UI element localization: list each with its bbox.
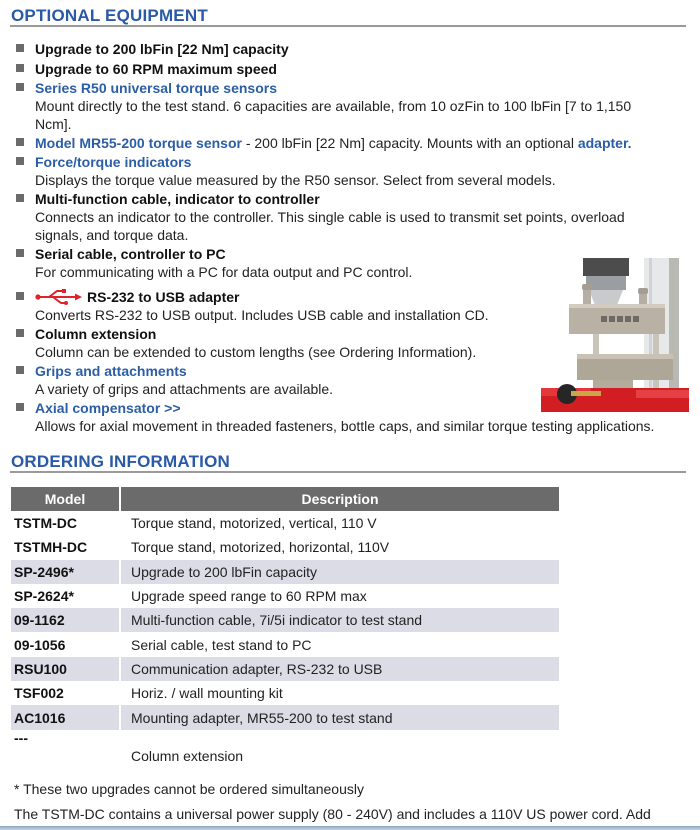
item-heading: Multi-function cable, indicator to controller bbox=[35, 191, 320, 207]
item-inline-text: - 200 lbFin [22 Nm] capacity. Mounts with an optional bbox=[241, 135, 578, 151]
footnote: * These two upgrades cannot be ordered simultaneously bbox=[14, 781, 364, 797]
description-cell: Horiz. / wall mounting kit bbox=[131, 685, 283, 702]
ordering-information-title: ORDERING INFORMATION bbox=[11, 452, 231, 471]
description-cell: Multi-function cable, 7i/5i indicator to test stand bbox=[121, 608, 559, 632]
bullet-icon bbox=[16, 157, 24, 165]
item-description: signals, and torque data. bbox=[35, 227, 189, 243]
item-heading-row bbox=[35, 288, 239, 306]
item-description: Ncm]. bbox=[35, 116, 72, 132]
optional-equipment-title: OPTIONAL EQUIPMENT bbox=[11, 6, 208, 25]
bullet-icon bbox=[16, 64, 24, 72]
table-row bbox=[11, 511, 559, 535]
model-cell: 09-1056 bbox=[11, 632, 121, 656]
item-description: A variety of grips and attachments are available. bbox=[35, 381, 334, 397]
usb-icon bbox=[35, 289, 83, 305]
model-cell: TSTMH-DC bbox=[11, 535, 121, 559]
table-row bbox=[11, 535, 559, 559]
bullet-icon bbox=[16, 403, 24, 411]
description-cell: Mounting adapter, MR55-200 to test stand bbox=[121, 705, 559, 729]
item-description: Displays the torque value measured by the R50 sensor. Select from several models. bbox=[35, 172, 556, 188]
column-header-description: Description bbox=[121, 487, 559, 511]
table-row bbox=[11, 632, 559, 656]
description-cell: Column extension bbox=[131, 747, 244, 764]
model-cell: RSU100 bbox=[11, 657, 121, 681]
section-divider bbox=[10, 25, 686, 27]
item-description: For communicating with a PC for data output and PC control. bbox=[35, 264, 413, 280]
table-row bbox=[11, 584, 559, 608]
model-cell: SP-2624* bbox=[11, 584, 121, 608]
model-cell: AC1016 bbox=[11, 705, 121, 729]
model-cell: SP-2496* bbox=[11, 560, 121, 584]
item-description: Mount directly to the test stand. 6 capacities are available, from 10 ozFin to 100 lbFin [7 to 1,150 bbox=[35, 98, 632, 114]
item-description: Connects an indicator to the controller. This single cable is used to transmit set points, overload bbox=[35, 209, 625, 225]
model-cell: --- bbox=[11, 730, 121, 764]
description-cell: Serial cable, test stand to PC bbox=[131, 636, 312, 653]
item-heading: Column extension bbox=[35, 326, 157, 342]
axial-compensator-link[interactable]: Axial compensator >> bbox=[35, 400, 181, 416]
table-header-row bbox=[11, 487, 559, 511]
mr55-200-link[interactable]: Model MR55-200 torque sensor bbox=[35, 135, 242, 151]
item-heading: Upgrade to 60 RPM maximum speed bbox=[35, 61, 277, 77]
column-header-model: Model bbox=[11, 487, 121, 511]
item-description: Column can be extended to custom lengths (see Ordering Information). bbox=[35, 344, 477, 360]
ordering-table bbox=[11, 487, 559, 764]
table-row bbox=[11, 705, 559, 729]
table-row bbox=[11, 560, 559, 584]
adapter-link[interactable]: adapter. bbox=[577, 135, 632, 151]
description-cell: Upgrade speed range to 60 RPM max bbox=[131, 588, 367, 605]
bullet-icon bbox=[16, 366, 24, 374]
bullet-icon bbox=[16, 44, 24, 52]
torque-grip-fixture-photo bbox=[541, 258, 689, 412]
bullet-icon bbox=[16, 83, 24, 91]
description-cell: Upgrade to 200 lbFin capacity bbox=[121, 560, 559, 584]
model-cell: 09-1162 bbox=[11, 608, 121, 632]
power-supply-note: The TSTM-DC contains a universal power supply (80 - 240V) and includes a 110V US power cord. Add bbox=[14, 806, 651, 822]
model-cell: TSTM-DC bbox=[11, 511, 121, 535]
model-cell: TSF002 bbox=[11, 681, 121, 705]
description-cell: Torque stand, motorized, horizontal, 110V bbox=[131, 539, 390, 556]
bullet-icon bbox=[16, 194, 24, 202]
table-row bbox=[11, 608, 559, 632]
item-heading: Serial cable, controller to PC bbox=[35, 246, 226, 262]
section-divider bbox=[10, 471, 686, 473]
bullet-icon bbox=[16, 138, 24, 146]
window-bottom-edge bbox=[0, 826, 700, 830]
series-r50-link[interactable]: Series R50 universal torque sensors bbox=[35, 80, 277, 96]
bullet-icon bbox=[16, 249, 24, 257]
table-row bbox=[11, 657, 559, 681]
item-description: Converts RS-232 to USB output. Includes USB cable and installation CD. bbox=[35, 307, 489, 323]
grips-attachments-link[interactable]: Grips and attachments bbox=[35, 363, 187, 379]
item-heading-row bbox=[35, 134, 632, 152]
item-heading: Upgrade to 200 lbFin [22 Nm] capacity bbox=[35, 41, 289, 57]
table-row bbox=[11, 730, 559, 764]
description-cell: Torque stand, motorized, vertical, 110 V bbox=[131, 515, 377, 532]
bullet-icon bbox=[16, 329, 24, 337]
table-row bbox=[11, 681, 559, 705]
description-cell: Communication adapter, RS-232 to USB bbox=[121, 657, 559, 681]
item-description: Allows for axial movement in threaded fasteners, bottle caps, and similar torque testing applications. bbox=[35, 418, 655, 434]
bullet-icon bbox=[16, 292, 24, 300]
force-torque-indicators-link[interactable]: Force/torque indicators bbox=[35, 154, 192, 170]
item-heading: RS-232 to USB adapter bbox=[87, 289, 240, 305]
